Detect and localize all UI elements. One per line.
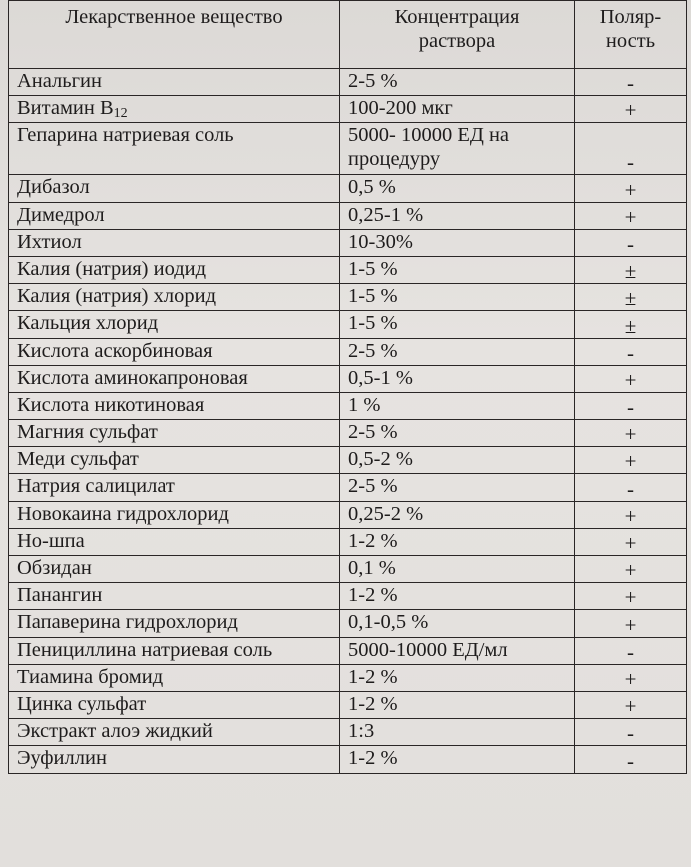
table-row <box>9 501 687 528</box>
table-row <box>9 528 687 555</box>
polarity-cell: + <box>575 175 687 202</box>
table-header-row <box>9 1 687 69</box>
concentration-cell: 0,25-1 % <box>340 202 575 229</box>
drug-name: Анальгин <box>17 70 102 92</box>
table-row <box>9 610 687 637</box>
polarity-cell: + <box>575 583 687 610</box>
drug-name: Дибазол <box>17 176 90 199</box>
drug-name: Кислота никотиновая <box>17 393 205 416</box>
table-row <box>9 123 687 175</box>
polarity-cell: + <box>575 501 687 528</box>
concentration-cell: 2-5 % <box>340 338 575 365</box>
drug-name: Пенициллина натриевая соль <box>17 638 273 661</box>
table-row <box>9 311 687 338</box>
table-row <box>9 420 687 447</box>
drug-name-cell <box>9 338 340 365</box>
drug-name-cell <box>9 719 340 746</box>
polarity-cell: + <box>575 691 687 718</box>
drug-concentration-table <box>8 0 687 774</box>
header-concentration: Концентрация раствора <box>340 1 575 69</box>
table-row <box>9 256 687 283</box>
drug-name-cell <box>9 501 340 528</box>
table-row <box>9 556 687 583</box>
concentration-cell: 1-5 % <box>340 256 575 283</box>
table-row <box>9 175 687 202</box>
polarity-cell: + <box>575 365 687 392</box>
drug-name-cell <box>9 311 340 338</box>
table-row <box>9 229 687 256</box>
polarity-cell: - <box>575 338 687 365</box>
drug-name-cell <box>9 556 340 583</box>
drug-name-cell <box>9 610 340 637</box>
drug-name: Меди сульфат <box>17 448 139 471</box>
drug-name-cell <box>9 175 340 202</box>
drug-name: Но-шпа <box>17 529 85 552</box>
drug-name-cell <box>9 202 340 229</box>
concentration-cell: 100-200 мкг <box>340 96 575 123</box>
table-row <box>9 583 687 610</box>
table-row <box>9 96 687 123</box>
drug-name: Папаверина гидрохлорид <box>17 611 238 634</box>
drug-name: Натрия салицилат <box>17 475 175 498</box>
drug-name-cell <box>9 664 340 691</box>
drug-name: Цинка сульфат <box>17 692 147 715</box>
drug-name-cell <box>9 691 340 718</box>
drug-name-subscript: 12 <box>113 106 128 122</box>
polarity-cell: + <box>575 664 687 691</box>
table-row <box>9 365 687 392</box>
drug-name: Калия (натрия) иодид <box>17 257 207 280</box>
drug-name: Кислота аминокапроновая <box>17 366 248 389</box>
drug-name: Ихтиол <box>17 230 82 253</box>
concentration-cell: 1-2 % <box>340 528 575 555</box>
polarity-cell: - <box>575 474 687 501</box>
polarity-cell: + <box>575 556 687 583</box>
concentration-cell: 1-2 % <box>340 583 575 610</box>
concentration-cell: 2-5 % <box>340 420 575 447</box>
drug-name: Калия (натрия) хлорид <box>17 285 216 308</box>
concentration-cell: 0,1-0,5 % <box>340 610 575 637</box>
concentration-cell: 5000-10000 ЕД/мл <box>340 637 575 664</box>
drug-name-cell <box>9 123 340 175</box>
polarity-cell: + <box>575 96 687 123</box>
drug-name: Витамин B <box>17 97 114 120</box>
polarity-cell: - <box>575 229 687 256</box>
drug-name: Кислота аскорбиновая <box>17 339 213 362</box>
drug-name-cell <box>9 256 340 283</box>
polarity-cell: - <box>575 392 687 419</box>
table-row <box>9 284 687 311</box>
polarity-cell: - <box>575 123 687 175</box>
drug-name: Кальция хлорид <box>17 312 159 335</box>
table-row <box>9 474 687 501</box>
polarity-cell: - <box>575 719 687 746</box>
polarity-cell: + <box>575 202 687 229</box>
polarity-cell: - <box>575 69 687 96</box>
concentration-cell: 1 % <box>340 392 575 419</box>
polarity-cell: ± <box>575 256 687 283</box>
polarity-cell: ± <box>575 284 687 311</box>
drug-name: Обзидан <box>17 557 92 579</box>
concentration-cell: 1-2 % <box>340 691 575 718</box>
polarity-cell: - <box>575 637 687 664</box>
drug-name: Панангин <box>17 584 103 607</box>
concentration-cell: 1-5 % <box>340 284 575 311</box>
drug-name: Гепарина натриевая соль <box>17 124 234 147</box>
polarity-cell: + <box>575 447 687 474</box>
table-row <box>9 338 687 365</box>
table-row <box>9 746 687 773</box>
concentration-cell: 0,5-1 % <box>340 365 575 392</box>
drug-name: Магния сульфат <box>17 421 158 444</box>
drug-name-cell <box>9 447 340 474</box>
polarity-cell: + <box>575 610 687 637</box>
table-row <box>9 447 687 474</box>
header-drug-name: Лекарственное вещество <box>9 1 340 69</box>
polarity-cell: + <box>575 528 687 555</box>
drug-name-cell <box>9 392 340 419</box>
drug-name-cell <box>9 69 340 96</box>
concentration-cell: 0,1 % <box>340 556 575 583</box>
table-row <box>9 719 687 746</box>
concentration-cell: 0,25-2 % <box>340 501 575 528</box>
table-row <box>9 664 687 691</box>
drug-name: Эуфиллин <box>17 747 107 770</box>
drug-name-cell <box>9 583 340 610</box>
drug-name-cell <box>9 96 340 123</box>
drug-name-cell <box>9 474 340 501</box>
polarity-cell: + <box>575 420 687 447</box>
concentration-cell: 1-2 % <box>340 664 575 691</box>
polarity-cell: ± <box>575 311 687 338</box>
drug-name: Тиамина бромид <box>17 665 164 688</box>
concentration-cell: 2-5 % <box>340 69 575 96</box>
drug-name-cell <box>9 284 340 311</box>
concentration-cell: 0,5 % <box>340 175 575 202</box>
table-row <box>9 69 687 96</box>
concentration-cell: 10-30% <box>340 229 575 256</box>
drug-name: Экстракт алоэ жидкий <box>17 720 213 743</box>
drug-name-cell <box>9 365 340 392</box>
concentration-cell: 5000- 10000 ЕД на процедуру <box>340 123 575 175</box>
drug-name-cell <box>9 229 340 256</box>
drug-name-cell <box>9 746 340 773</box>
concentration-cell: 1-2 % <box>340 746 575 773</box>
concentration-cell: 1:3 <box>340 719 575 746</box>
polarity-cell: - <box>575 746 687 773</box>
table-row <box>9 637 687 664</box>
concentration-cell: 0,5-2 % <box>340 447 575 474</box>
drug-name: Новокаина гидрохлорид <box>17 502 229 525</box>
drug-name-cell <box>9 420 340 447</box>
table-row <box>9 202 687 229</box>
table-row <box>9 392 687 419</box>
header-polarity: Поляр- ность <box>575 1 687 69</box>
table-row <box>9 691 687 718</box>
drug-name-cell <box>9 528 340 555</box>
drug-name-cell <box>9 637 340 664</box>
concentration-cell: 2-5 % <box>340 474 575 501</box>
drug-name: Димедрол <box>17 203 105 226</box>
concentration-cell: 1-5 % <box>340 311 575 338</box>
